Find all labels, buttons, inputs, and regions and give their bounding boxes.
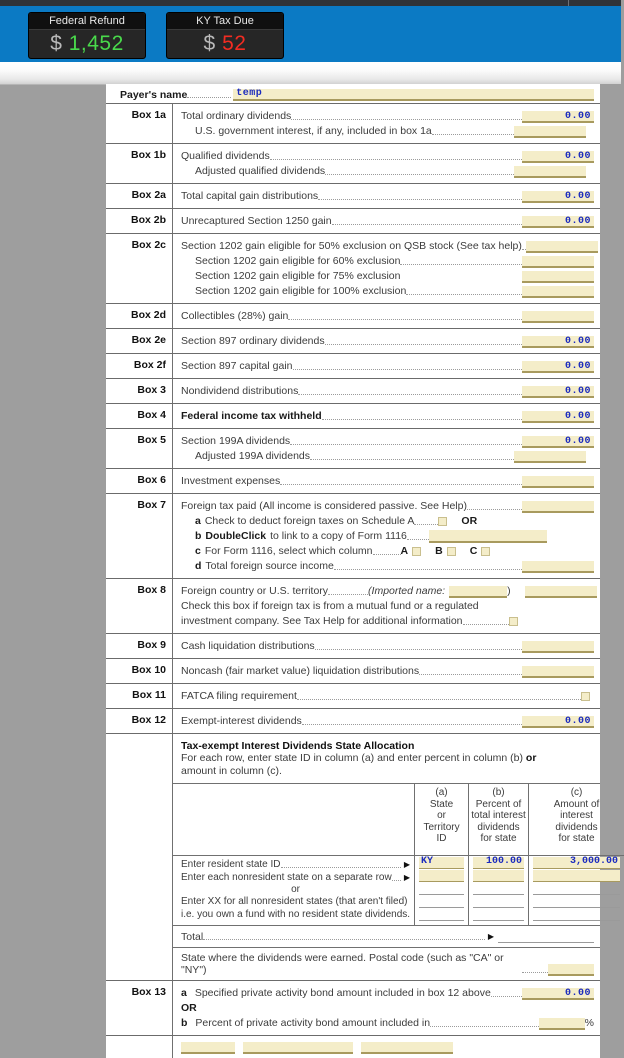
box-7d-text: Total foreign source income xyxy=(205,560,334,572)
allocation-cell-a-1[interactable] xyxy=(419,857,464,869)
box-8-imported-name-label: (Imported name: xyxy=(368,585,446,597)
state-tax-due-amount xyxy=(167,30,283,58)
allocation-total-value xyxy=(498,931,594,943)
box-7c-text: For Form 1116, select which column xyxy=(204,545,373,557)
box-7b-form-1116-link-input[interactable] xyxy=(429,530,547,543)
state-allocation-body xyxy=(172,734,619,980)
col-a-l2: or xyxy=(437,810,446,821)
box-7a-marker: a xyxy=(195,515,201,527)
box-row-2b xyxy=(106,209,600,233)
payer-name-row xyxy=(106,84,600,103)
box-label-1a: Box 1a xyxy=(131,109,166,121)
allocation-row xyxy=(533,884,620,895)
allocation-cell-a-5[interactable] xyxy=(419,909,464,921)
pointer-arrow-icon: ▶ xyxy=(403,873,411,882)
state-earned-label: State where the dividends were earned. Postal code (such as "CA" or "NY") xyxy=(181,952,504,976)
allocation-desc-row-2 xyxy=(181,871,410,884)
box-row-13 xyxy=(106,981,600,1035)
next-section-label xyxy=(106,1036,172,1058)
allocation-column-a-cells xyxy=(415,856,468,925)
allocation-row xyxy=(419,884,464,895)
col-b-l3: dividends xyxy=(477,821,520,833)
federal-refund-meter[interactable] xyxy=(28,12,146,59)
box-13b-marker: b xyxy=(181,1017,188,1029)
box-2d-amount-input[interactable] xyxy=(522,311,594,323)
box-8-text: Foreign country or U.S. territory xyxy=(181,585,329,597)
box-5-amount-input[interactable] xyxy=(522,436,594,448)
box-7b-doubleclick-text: DoubleClick xyxy=(205,530,267,542)
allocation-row xyxy=(473,884,524,895)
col-c-l4: for state xyxy=(558,833,595,844)
box-7d-amount-input[interactable] xyxy=(522,561,594,573)
allocation-row xyxy=(473,871,524,882)
allocation-row xyxy=(419,897,464,908)
state-earned-row xyxy=(173,947,600,980)
allocation-desc-row-5 xyxy=(181,909,410,921)
allocation-cell-value: 100.00 xyxy=(486,856,523,867)
box-2e-text: Section 897 ordinary dividends xyxy=(181,335,325,347)
pointer-arrow-icon: ▶ xyxy=(487,932,494,941)
box-1a-us-govt-interest-input[interactable] xyxy=(514,126,586,138)
box-label-4: Box 4 xyxy=(137,409,166,421)
box-label-3: Box 3 xyxy=(137,384,166,396)
box-label-2c: Box 2c xyxy=(131,239,166,251)
allocation-cell-c-5[interactable] xyxy=(533,909,620,921)
box-7a-or-text: OR xyxy=(461,515,478,527)
allocation-column-c xyxy=(528,784,624,925)
box-2c-text-50: Section 1202 gain eligible for 50% exclusion on QSB stock (See tax help) xyxy=(181,240,522,252)
leader-dots xyxy=(322,410,522,420)
box-body-2a xyxy=(172,184,600,208)
leader-dots xyxy=(414,515,438,525)
box-body-2e xyxy=(172,329,600,353)
col-c-l2: interest xyxy=(560,810,593,821)
leader-dots xyxy=(280,475,522,485)
box-body-12 xyxy=(172,709,600,733)
box-3-text: Nondividend distributions xyxy=(181,385,299,397)
allocation-row xyxy=(533,910,620,921)
box-6-amount-input[interactable] xyxy=(522,476,594,488)
allocation-desc-lines xyxy=(173,856,414,923)
allocation-cell-c-3[interactable] xyxy=(533,883,620,895)
box-body-5 xyxy=(172,429,600,468)
col-a-l3: Territory xyxy=(423,821,460,833)
allocation-row xyxy=(419,858,464,869)
leader-dots xyxy=(302,715,522,725)
leader-dots xyxy=(419,665,522,675)
leader-dots xyxy=(203,930,485,940)
box-8-note-line2: investment company. See Tax Help for additional information xyxy=(181,615,463,627)
leader-dots xyxy=(522,963,548,973)
toolbar-strip xyxy=(0,62,621,85)
state-tax-due-value: 52 xyxy=(222,32,247,55)
box-11-fatca-checkbox[interactable] xyxy=(581,692,590,701)
box-13a-marker: a xyxy=(181,987,187,999)
box-9-amount-input[interactable] xyxy=(522,641,594,653)
box-body-9 xyxy=(172,634,600,658)
box-label-11: Box 11 xyxy=(132,689,166,701)
box-10-amount-input[interactable] xyxy=(522,666,594,678)
federal-refund-label: Federal Refund xyxy=(29,13,145,30)
box-10-text: Noncash (fair market value) liquidation distributions xyxy=(181,665,420,677)
allocation-desc-header-blank xyxy=(173,784,414,856)
box-2d-text: Collectibles (28%) gain xyxy=(181,310,289,322)
box-2f-text: Section 897 capital gain xyxy=(181,360,293,372)
box-body-13 xyxy=(172,981,600,1035)
allocation-desc-row-4 xyxy=(181,896,410,908)
leader-dots xyxy=(318,190,522,200)
box-label-12: Box 12 xyxy=(131,714,166,726)
allocation-column-b xyxy=(468,784,528,925)
allocation-cell-a-2[interactable] xyxy=(419,870,464,882)
allocation-cell-c-4[interactable] xyxy=(533,896,620,908)
box-body-1b xyxy=(172,144,600,183)
payer-name-input[interactable] xyxy=(233,89,594,101)
box-1b-adjusted-input[interactable] xyxy=(514,166,586,178)
leader-dots xyxy=(406,285,522,295)
box-2e-amount-value: 0.00 xyxy=(564,336,591,347)
box-label-1b: Box 1b xyxy=(130,149,166,161)
box-label-5: Box 5 xyxy=(137,434,166,446)
box-5-sub-text: Adjusted 199A dividends xyxy=(195,450,311,462)
box-row-3 xyxy=(106,379,600,403)
allocation-total-row xyxy=(173,925,600,947)
box-7c-column-a-checkbox[interactable] xyxy=(412,547,421,556)
col-a-l4: ID xyxy=(436,833,447,844)
leader-dots xyxy=(293,360,523,370)
state-tax-due-label: KY Tax Due xyxy=(167,13,283,30)
federal-refund-value: 1,452 xyxy=(68,32,124,55)
box-2f-amount-input[interactable] xyxy=(522,361,594,373)
box-body-1a xyxy=(172,104,600,143)
box-6-text: Investment expenses xyxy=(181,475,281,487)
allocation-cell-c-2[interactable] xyxy=(533,870,620,882)
allocation-desc-1: Enter resident state ID xyxy=(181,858,281,870)
box-2c-text-100: Section 1202 gain eligible for 100% exclusion xyxy=(195,285,407,297)
box-1a-text: Total ordinary dividends xyxy=(181,110,292,122)
leader-dots xyxy=(325,165,514,175)
allocation-row xyxy=(473,897,524,908)
leader-dots xyxy=(432,125,514,135)
col-b-key: (b) xyxy=(492,787,505,798)
box-row-2e xyxy=(106,329,600,353)
leader-dots xyxy=(332,215,522,225)
allocation-column-c-header xyxy=(529,784,624,856)
allocation-cell-b-4[interactable] xyxy=(473,896,524,908)
box-3-amount-value: 0.00 xyxy=(564,386,591,397)
box-9-text: Cash liquidation distributions xyxy=(181,640,315,652)
leader-dots xyxy=(315,640,522,650)
state-tax-due-meter[interactable] xyxy=(166,12,284,59)
box-7c-column-c-checkbox[interactable] xyxy=(481,547,490,556)
box-12-amount-input[interactable] xyxy=(522,716,594,728)
box-11-text: FATCA filing requirement xyxy=(181,690,297,702)
box-label-9: Box 9 xyxy=(137,639,166,651)
allocation-desc-4: Enter XX for all nonresident states (that aren't filed) xyxy=(181,896,408,908)
box-body-3 xyxy=(172,379,600,403)
box-row-7 xyxy=(106,494,600,578)
state-allocation-sub-line2: amount in column (c). xyxy=(181,765,282,777)
allocation-description-column xyxy=(173,784,414,925)
box-3-amount-input[interactable] xyxy=(522,386,594,398)
leader-dots xyxy=(463,615,509,625)
next-section-cell-3[interactable] xyxy=(361,1042,453,1054)
box-row-5 xyxy=(106,429,600,468)
box-row-8 xyxy=(106,579,600,633)
box-2a-amount-value: 0.00 xyxy=(564,191,591,202)
box-label-2b: Box 2b xyxy=(130,214,166,226)
box-4-amount-input[interactable] xyxy=(522,411,594,423)
box-5-adjusted-input[interactable] xyxy=(514,451,586,463)
allocation-row xyxy=(473,910,524,921)
col-b-l2: total interest xyxy=(471,810,526,821)
box-7b-text: to link to a copy of Form 1116 xyxy=(270,530,407,542)
state-earned-postal-input[interactable] xyxy=(548,964,594,976)
allocation-column-b-header xyxy=(469,784,528,856)
box-row-2f xyxy=(106,354,600,378)
box-label-8: Box 8 xyxy=(137,584,166,596)
leader-dots xyxy=(310,450,514,460)
col-c-l1: Amount of xyxy=(553,798,600,810)
leader-dots xyxy=(467,500,522,510)
allocation-column-a-header xyxy=(415,784,468,856)
box-2c-text-60: Section 1202 gain eligible for 60% exclusion xyxy=(195,255,401,267)
leader-dots xyxy=(298,385,522,395)
box-row-11 xyxy=(106,684,600,708)
col-b-l1: Percent of xyxy=(475,798,522,810)
box-2a-amount-input[interactable] xyxy=(522,191,594,203)
box-1b-amount-value: 0.00 xyxy=(564,151,591,162)
box-row-9 xyxy=(106,634,600,658)
allocation-cell-b-2[interactable] xyxy=(473,870,524,882)
box-2c-60-input[interactable] xyxy=(522,256,594,268)
sub-line1-or: or xyxy=(525,752,537,764)
box-13b-percent-input[interactable] xyxy=(539,1018,585,1030)
box-5-amount-value: 0.00 xyxy=(564,436,591,447)
leader-dots xyxy=(325,335,522,345)
box-2f-amount-value: 0.00 xyxy=(564,361,591,372)
box-7c-column-b-checkbox[interactable] xyxy=(447,547,456,556)
sub-line1-text: For each row, enter state ID in column (a) and enter percent in column (b) xyxy=(181,752,523,764)
box-7d-marker: d xyxy=(195,560,202,572)
state-currency-symbol: $ xyxy=(203,32,216,55)
leader-dots xyxy=(491,987,522,997)
box-13-or-text: OR xyxy=(181,1002,197,1014)
box-2b-text: Unrecaptured Section 1250 gain xyxy=(181,215,332,227)
leader-dots xyxy=(297,690,581,700)
leader-dots xyxy=(270,150,522,160)
box-label-6: Box 6 xyxy=(137,474,166,486)
box-2a-text: Total capital gain distributions xyxy=(181,190,319,202)
pointer-arrow-icon: ▶ xyxy=(403,860,411,869)
box-12-amount-value: 0.00 xyxy=(564,716,591,727)
box-row-6 xyxy=(106,469,600,493)
state-allocation-empty-label xyxy=(106,734,172,980)
box-7-text: Foreign tax paid (All income is considered passive. See Help) xyxy=(181,500,467,512)
box-4-amount-value: 0.00 xyxy=(564,411,591,422)
box-13a-amount-input[interactable] xyxy=(522,988,594,1000)
box-7a-text: Check to deduct foreign taxes on Schedule A xyxy=(204,515,415,527)
leader-dots xyxy=(281,858,402,868)
allocation-column-a xyxy=(414,784,468,925)
box-label-2d: Box 2d xyxy=(130,309,166,321)
state-allocation-intro xyxy=(173,734,600,778)
box-13b-percent-suffix: % xyxy=(584,1017,594,1029)
box-2c-100-input[interactable] xyxy=(522,286,594,298)
box-row-1b xyxy=(106,144,600,183)
box-7c-marker: c xyxy=(195,545,201,557)
box-1b-sub-text: Adjusted qualified dividends xyxy=(195,165,326,177)
box-8-country-input[interactable] xyxy=(525,586,597,598)
leader-dots xyxy=(392,871,401,881)
box-body-2b xyxy=(172,209,600,233)
leader-dots xyxy=(334,560,522,570)
box-8-paren: ) xyxy=(507,585,511,597)
box-body-2f xyxy=(172,354,600,378)
allocation-total-label: Total xyxy=(181,931,204,943)
allocation-desc-5: i.e. you own a fund with no resident state dividends. xyxy=(181,908,411,920)
box-2e-amount-input[interactable] xyxy=(522,336,594,348)
leader-dots xyxy=(400,255,522,265)
payer-name-value: temp xyxy=(236,88,263,99)
allocation-cell-value: 3,000.00 xyxy=(570,856,619,867)
payer-name-leader xyxy=(187,88,231,98)
allocation-cell-b-3[interactable] xyxy=(473,883,524,895)
box-2c-50-input[interactable] xyxy=(526,241,598,253)
box-8-note-line1: Check this box if foreign tax is from a mutual fund or a regulated xyxy=(181,600,479,612)
leader-dots xyxy=(430,1017,539,1027)
allocation-row xyxy=(419,910,464,921)
col-b-l4: for state xyxy=(480,833,517,844)
allocation-desc-row-3 xyxy=(181,884,410,896)
federal-refund-amount xyxy=(29,30,145,58)
box-13b-text: Percent of private activity bond amount included in xyxy=(195,1017,431,1029)
form-1099-div-sheet xyxy=(106,84,619,1058)
box-2c-75-input[interactable] xyxy=(522,271,594,283)
allocation-desc-row-1 xyxy=(181,858,410,871)
box-body-11 xyxy=(172,684,600,708)
leader-dots xyxy=(400,271,522,280)
box-row-10 xyxy=(106,659,600,683)
next-section-cell-1[interactable] xyxy=(181,1042,235,1054)
leader-dots xyxy=(328,585,368,595)
box-body-4 xyxy=(172,404,600,428)
allocation-column-c-cells xyxy=(529,856,624,925)
allocation-desc-2: Enter each nonresident state on a separate row xyxy=(181,871,392,883)
box-7c-column-c-label: C xyxy=(469,545,478,557)
allocation-desc-3: or xyxy=(291,884,300,895)
allocation-row xyxy=(533,871,620,882)
leader-dots xyxy=(407,530,429,540)
box-1a-amount-value: 0.00 xyxy=(564,111,591,122)
box-13a-amount-value: 0.00 xyxy=(564,988,591,999)
box-2c-text-75: Section 1202 gain eligible for 75% exclusion xyxy=(195,270,401,282)
box-8-mutual-fund-checkbox[interactable] xyxy=(509,617,518,626)
box-body-6 xyxy=(172,469,600,493)
box-row-2d xyxy=(106,304,600,328)
box-7b-marker: b xyxy=(195,530,202,542)
leader-dots xyxy=(288,310,522,320)
allocation-cell-b-1[interactable] xyxy=(473,857,524,869)
box-body-10 xyxy=(172,659,600,683)
box-label-7: Box 7 xyxy=(137,499,166,511)
box-12-text: Exempt-interest dividends xyxy=(181,715,302,727)
box-4-text: Federal income tax withheld xyxy=(181,410,322,422)
allocation-column-b-cells xyxy=(469,856,528,925)
next-section-body xyxy=(172,1036,600,1058)
box-1a-amount-input[interactable] xyxy=(522,111,594,123)
allocation-cell-b-5[interactable] xyxy=(473,909,524,921)
box-7-amount-input[interactable] xyxy=(522,501,594,513)
allocation-cell-value: KY xyxy=(421,856,434,867)
state-allocation-section xyxy=(106,734,619,980)
box-8-imported-name-input[interactable] xyxy=(449,586,507,598)
box-label-2e: Box 2e xyxy=(131,334,166,346)
box-body-2c xyxy=(172,234,600,303)
box-label-13: Box 13 xyxy=(131,986,166,998)
box-7c-column-a-label: A xyxy=(400,545,409,557)
allocation-row xyxy=(533,858,620,869)
state-allocation-heading: Tax-exempt Interest Dividends State Allocation xyxy=(181,740,415,752)
next-section-partial-row xyxy=(106,1036,600,1058)
col-c-key: (c) xyxy=(570,787,583,798)
col-a-l1: State xyxy=(429,798,454,810)
box-body-8 xyxy=(172,579,600,633)
box-7c-column-b-label: B xyxy=(435,545,443,557)
box-row-1a xyxy=(106,104,600,143)
allocation-cell-a-4[interactable] xyxy=(419,896,464,908)
state-allocation-table xyxy=(173,783,619,925)
state-allocation-sub-line1 xyxy=(181,752,594,765)
col-a-key: (a) xyxy=(435,787,448,798)
next-section-cell-2[interactable] xyxy=(243,1042,353,1054)
col-c-l3: dividends xyxy=(555,821,598,833)
box-2b-amount-value: 0.00 xyxy=(564,216,591,227)
box-label-2a: Box 2a xyxy=(131,189,166,201)
box-1b-text: Qualified dividends xyxy=(181,150,270,162)
box-5-text: Section 199A dividends xyxy=(181,435,291,447)
allocation-cell-a-3[interactable] xyxy=(419,883,464,895)
payer-name-label: Payer's name xyxy=(120,89,188,101)
box-row-2a xyxy=(106,184,600,208)
federal-currency-symbol: $ xyxy=(50,32,63,55)
box-1a-sub-text: U.S. government interest, if any, included in box 1a xyxy=(195,125,432,137)
box-label-2f: Box 2f xyxy=(133,359,166,371)
box-row-2c xyxy=(106,234,600,303)
box-row-12 xyxy=(106,709,600,733)
box-1b-amount-input[interactable] xyxy=(522,151,594,163)
box-2b-amount-input[interactable] xyxy=(522,216,594,228)
allocation-row xyxy=(419,871,464,882)
leader-dots xyxy=(290,435,522,445)
box-body-7 xyxy=(172,494,600,578)
box-label-10: Box 10 xyxy=(131,664,166,676)
allocation-cell-c-1[interactable] xyxy=(533,857,620,869)
box-body-2d xyxy=(172,304,600,328)
allocation-row xyxy=(533,897,620,908)
allocation-row xyxy=(473,858,524,869)
refund-meter-bar xyxy=(0,6,621,62)
leader-dots xyxy=(291,110,522,120)
box-13a-text: Specified private activity bond amount included in box 12 above xyxy=(194,987,491,999)
box-7a-schedule-a-checkbox[interactable] xyxy=(438,517,447,526)
leader-dots xyxy=(373,545,401,555)
box-row-4 xyxy=(106,404,600,428)
